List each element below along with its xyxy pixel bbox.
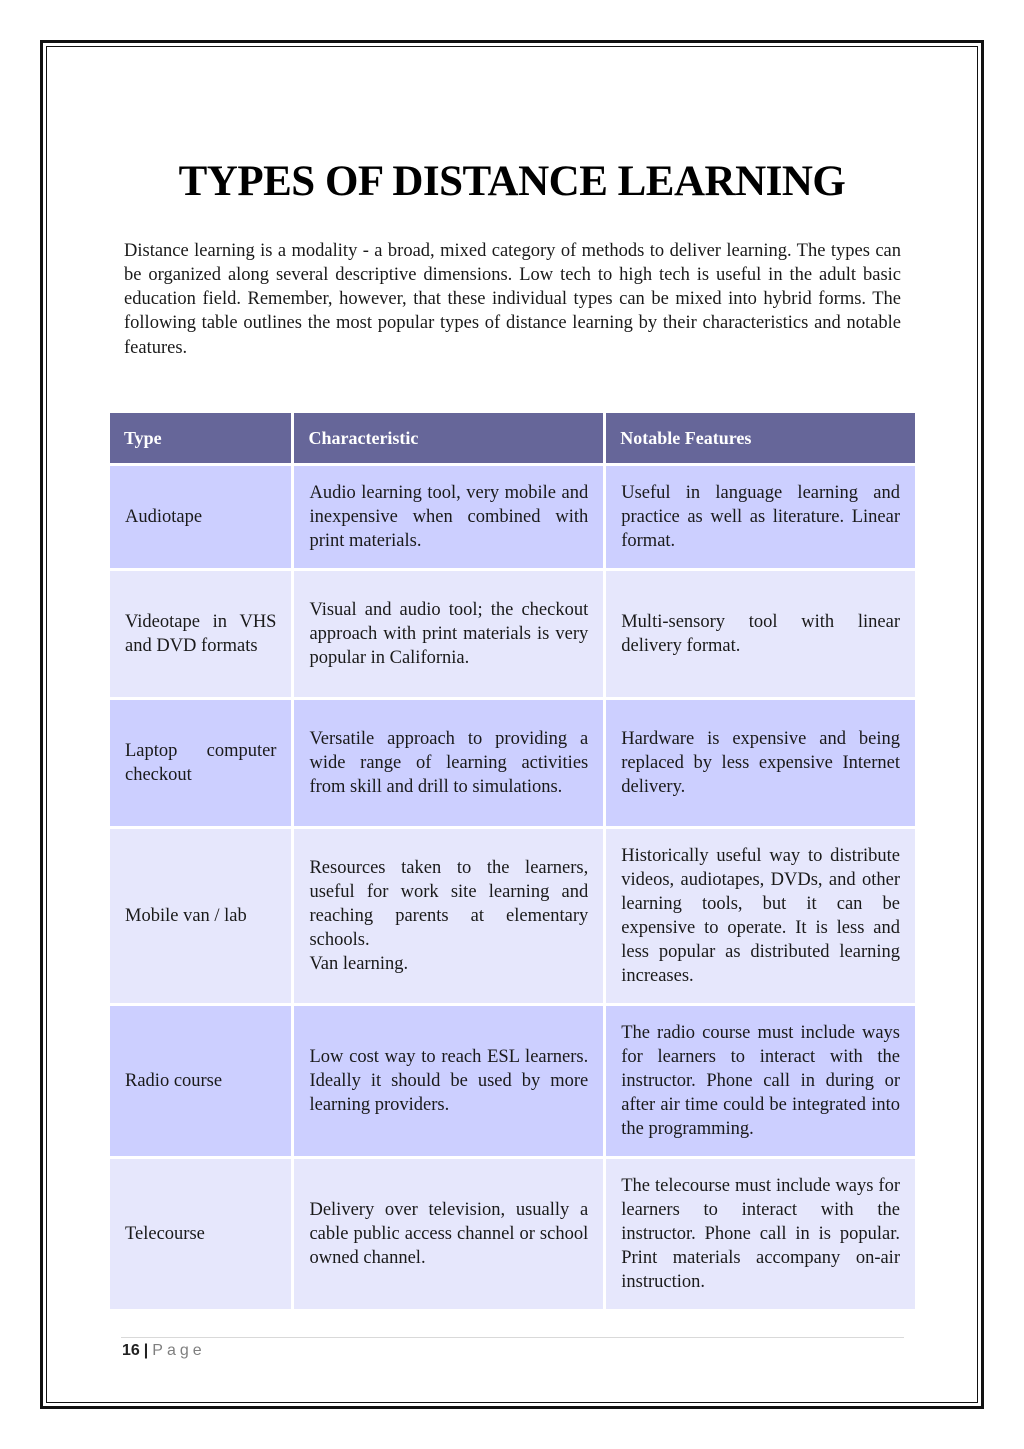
cell-type: Videotape in VHS and DVD formats (110, 571, 291, 697)
page-footer (122, 1342, 206, 1360)
cell-features: The telecourse must include ways for learners to interact with the instructor. Phone call in is popular. Print materials accompany on-air instruction. (606, 1159, 915, 1309)
cell-type: Laptop computer checkout (110, 700, 291, 826)
cell-characteristic: Delivery over television, usually a cable public access channel or school owned channel. (294, 1159, 603, 1309)
distance-learning-table (107, 410, 918, 1312)
page-number: 16 (122, 1342, 140, 1359)
cell-type: Telecourse (110, 1159, 291, 1309)
cell-features: The radio course must include ways for learners to interact with the instructor. Phone call in during or after air time could be integrated into the programming. (606, 1006, 915, 1156)
cell-features: Hardware is expensive and being replaced by less expensive Internet delivery. (606, 700, 915, 826)
table-row (110, 571, 915, 697)
cell-characteristic: Low cost way to reach ESL learners. Ideally it should be used by more learning providers. (294, 1006, 603, 1156)
table-row (110, 466, 915, 568)
table-row (110, 700, 915, 826)
page-title: TYPES OF DISTANCE LEARNING (178, 157, 846, 205)
characteristic-extra-text: Van learning. (309, 954, 409, 974)
characteristic-text: Resources taken to the learners, useful for work site learning and reaching parents at elementary schools. (309, 858, 589, 950)
table-row (110, 1159, 915, 1309)
header-notable-features: Notable Features (606, 413, 915, 463)
header-characteristic: Characteristic (294, 413, 603, 463)
cell-characteristic: Versatile approach to providing a wide range of learning activities from skill and drill to simulations. (294, 700, 603, 826)
cell-features: Multi-sensory tool with linear delivery format. (606, 571, 915, 697)
footer-divider (121, 1337, 904, 1338)
page-word: Page (152, 1342, 206, 1359)
cell-features: Historically useful way to distribute videos, audiotapes, DVDs, and other learning tools, but it can be expensive to operate. It is less and less popular as distributed learning increases. (606, 829, 915, 1003)
cell-characteristic: Audio learning tool, very mobile and inexpensive when combined with print materials. (294, 466, 603, 568)
table-row (110, 829, 915, 1003)
intro-paragraph: Distance learning is a modality - a broad, mixed category of methods to deliver learning. The types can be organized along several descriptive dimensions. Low tech to high tech is useful in the adult basic education field. Remember, however, that these individual types can be mixed into hybrid forms. The following table outlines the most popular types of distance learning by their characteristics and notable features. (124, 240, 901, 358)
cell-type: Audiotape (110, 466, 291, 568)
table-header-row (110, 413, 915, 463)
cell-characteristic (294, 829, 603, 1003)
cell-features: Useful in language learning and practice as well as literature. Linear format. (606, 466, 915, 568)
cell-type: Radio course (110, 1006, 291, 1156)
header-type: Type (110, 413, 291, 463)
cell-type: Mobile van / lab (110, 829, 291, 1003)
cell-characteristic: Visual and audio tool; the checkout approach with print materials is very popular in California. (294, 571, 603, 697)
footer-separator: | (143, 1342, 149, 1359)
table-row (110, 1006, 915, 1156)
